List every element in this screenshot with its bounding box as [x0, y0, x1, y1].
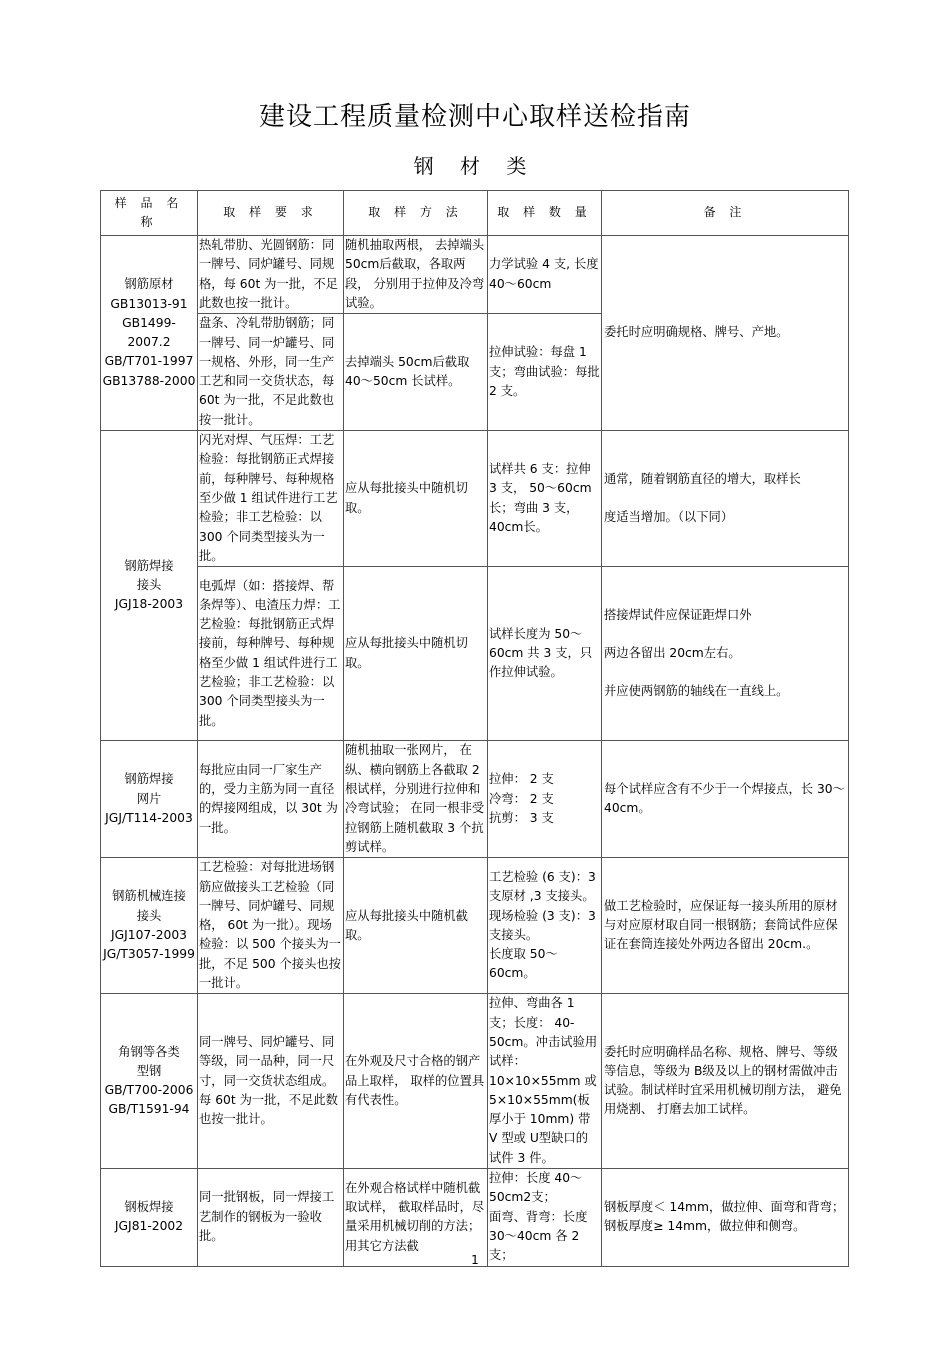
sampling-requirement: 盘条、冷轧带肋钢筋；同一牌号、同一炉罐号、同一规格、外形，同一生产工艺和同一交货状态，每 60t 为一批，不足此数也按一批计。	[198, 314, 344, 431]
sampling-requirement: 热轧带肋、光圆钢筋：同一牌号、同炉罐号、同规格，每 60t 为一批，不足此数也按一批计。	[198, 236, 344, 314]
table-row	[101, 236, 849, 314]
sample-name: 钢筋机械连接 接头 JGJ107-2003 JG/T3057-1999	[101, 858, 198, 994]
table-row	[101, 1169, 849, 1266]
header-quantity: 取 样 数 量	[488, 191, 602, 236]
sampling-note: 委托时应明确规格、牌号、产地。	[602, 236, 849, 431]
sampling-quantity: 拉伸： 2 支 冷弯： 2 支 抗剪： 3 支	[488, 741, 602, 858]
page-title: 建设工程质量检测中心取样送检指南	[258, 102, 691, 132]
sampling-method: 在外观合格试样中随机截取试样， 截取样品时，尽量采用机械切削的方法； 用其它方法截	[344, 1169, 488, 1266]
table-row	[101, 741, 849, 858]
sampling-quantity: 试样长度为 50～60cm 共 3 支，只作拉伸试验。	[488, 567, 602, 741]
sampling-requirement: 工艺检验：对每批进场钢筋应做接头工艺检验（同一牌号、同炉罐号、同规格， 60t 为一批）。现场检验：以 500 个接头为一批，不足 500 个接头也按一批计。	[198, 858, 344, 994]
sample-name: 钢筋原材 GB13013-91 GB1499-2007.2 GB/T701-1997 GB13788-2000	[101, 236, 198, 431]
sampling-requirement: 同一批钢板，同一焊接工艺制作的钢板为一验收批。	[198, 1169, 344, 1266]
header-requirement: 取 样 要 求	[198, 191, 344, 236]
header-sample-name: 样 品 名 称	[101, 191, 198, 236]
sampling-quantity: 试样共 6 支：拉伸 3 支， 50～60cm 长；弯曲 3 支， 40cm长。	[488, 431, 602, 567]
sampling-requirement: 电弧焊（如：搭接焊、帮条焊等）、电渣压力焊：工艺检验：每批钢筋正式焊接前，每种牌号、每种规格至少做 1 组试件进行工艺检验；非工艺检验：以 300 个同类型接头为一批。	[198, 567, 344, 741]
sampling-method: 应从每批接头中随机切取。	[344, 431, 488, 567]
table-row	[101, 567, 849, 741]
sample-name: 钢筋焊接 网片 JGJ/T114-2003	[101, 741, 198, 858]
sampling-quantity: 拉伸：长度 40～50cm2支； 面弯、背弯：长度 30～40cm 各 2 支；	[488, 1169, 602, 1266]
sampling-note: 做工艺检验时，应保证每一接头所用的原材与对应原材取自同一根钢筋；套筒试件应保证在套筒连接处外两边各留出 20cm.。	[602, 858, 849, 994]
table-row	[101, 858, 849, 994]
sample-name: 钢板焊接 JGJ81-2002	[101, 1169, 198, 1266]
sampling-quantity: 力学试验 4 支, 长度 40～60cm	[488, 236, 602, 314]
page-number: 1	[471, 1253, 479, 1267]
table-header-row	[101, 191, 849, 236]
sampling-method: 应从每批接头中随机切取。	[344, 567, 488, 741]
header-note: 备 注	[602, 191, 849, 236]
sampling-note: 钢板厚度＜ 14mm，做拉伸、面弯和背弯； 钢板厚度≥ 14mm，做拉伸和侧弯。	[602, 1169, 849, 1266]
table-row	[101, 994, 849, 1169]
table-row	[101, 431, 849, 567]
header-method: 取 样 方 法	[344, 191, 488, 236]
sampling-method: 应从每批接头中随机截取。	[344, 858, 488, 994]
sampling-method: 随机抽取一张网片， 在纵、横向钢筋上各截取 2 根试样，分别进行拉伸和冷弯试验； 在同一根非受拉钢筋上随机截取 3 个抗剪试样。	[344, 741, 488, 858]
sampling-requirement: 同一牌号、同炉罐号、同等级，同一品种，同一尺寸，同一交货状态组成。每 60t 为一批，不足此数也按一批计。	[198, 994, 344, 1169]
sampling-method: 随机抽取两根， 去掉端头 50cm后截取，各取两段， 分别用于拉伸及冷弯试验。	[344, 236, 488, 314]
sampling-note: 每个试样应含有不少于一个焊接点，长 30～40cm。	[602, 741, 849, 858]
sampling-requirement: 闪光对焊、气压焊：工艺检验：每批钢筋正式焊接前，每种牌号、每种规格至少做 1 组试件进行工艺检验；非工艺检验：以 300 个同类型接头为一批。	[198, 431, 344, 567]
sampling-note: 通常，随着钢筋直径的增大，取样长 度适当增加。（以下同）	[602, 431, 849, 567]
page-subtitle: 钢 材 类	[413, 154, 537, 178]
sampling-table	[100, 190, 849, 1267]
sampling-quantity: 工艺检验 (6 支)：3 支原材 ,3 支接头。 现场检验 (3 支)：3 支接头。 长度取 50～60cm。	[488, 858, 602, 994]
sampling-requirement: 每批应由同一厂家生产的，受力主筋为同一直径的焊接网组成，以 30t 为一批。	[198, 741, 344, 858]
sampling-note: 搭接焊试件应保证距焊口外 两边各留出 20cm左右。 并应使两钢筋的轴线在一直线上。	[602, 567, 849, 741]
sampling-quantity: 拉伸、弯曲各 1 支；长度： 40-50cm。冲击试验用试样：10×10×55mm 或 5×10×55mm(板厚小于 10mm) 带 V 型或 U型缺口的试件 3 件。	[488, 994, 602, 1169]
sampling-method: 在外观及尺寸合格的钢产品上取样， 取样的位置具有代表性。	[344, 994, 488, 1169]
sampling-method: 去掉端头 50cm后截取 40～50cm 长试样。	[344, 314, 488, 431]
sample-name: 钢筋焊接 接头 JGJ18-2003	[101, 431, 198, 741]
sampling-note: 委托时应明确样品名称、规格、牌号、等级等信息，等级为 B级及以上的钢材需做冲击试验。制试样时宜采用机械切削方法， 避免用烧割、 打磨去加工试样。	[602, 994, 849, 1169]
sampling-quantity: 拉伸试验：每盘 1 支；弯曲试验：每批 2 支。	[488, 314, 602, 431]
sample-name: 角钢等各类 型钢 GB/T700-2006 GB/T1591-94	[101, 994, 198, 1169]
